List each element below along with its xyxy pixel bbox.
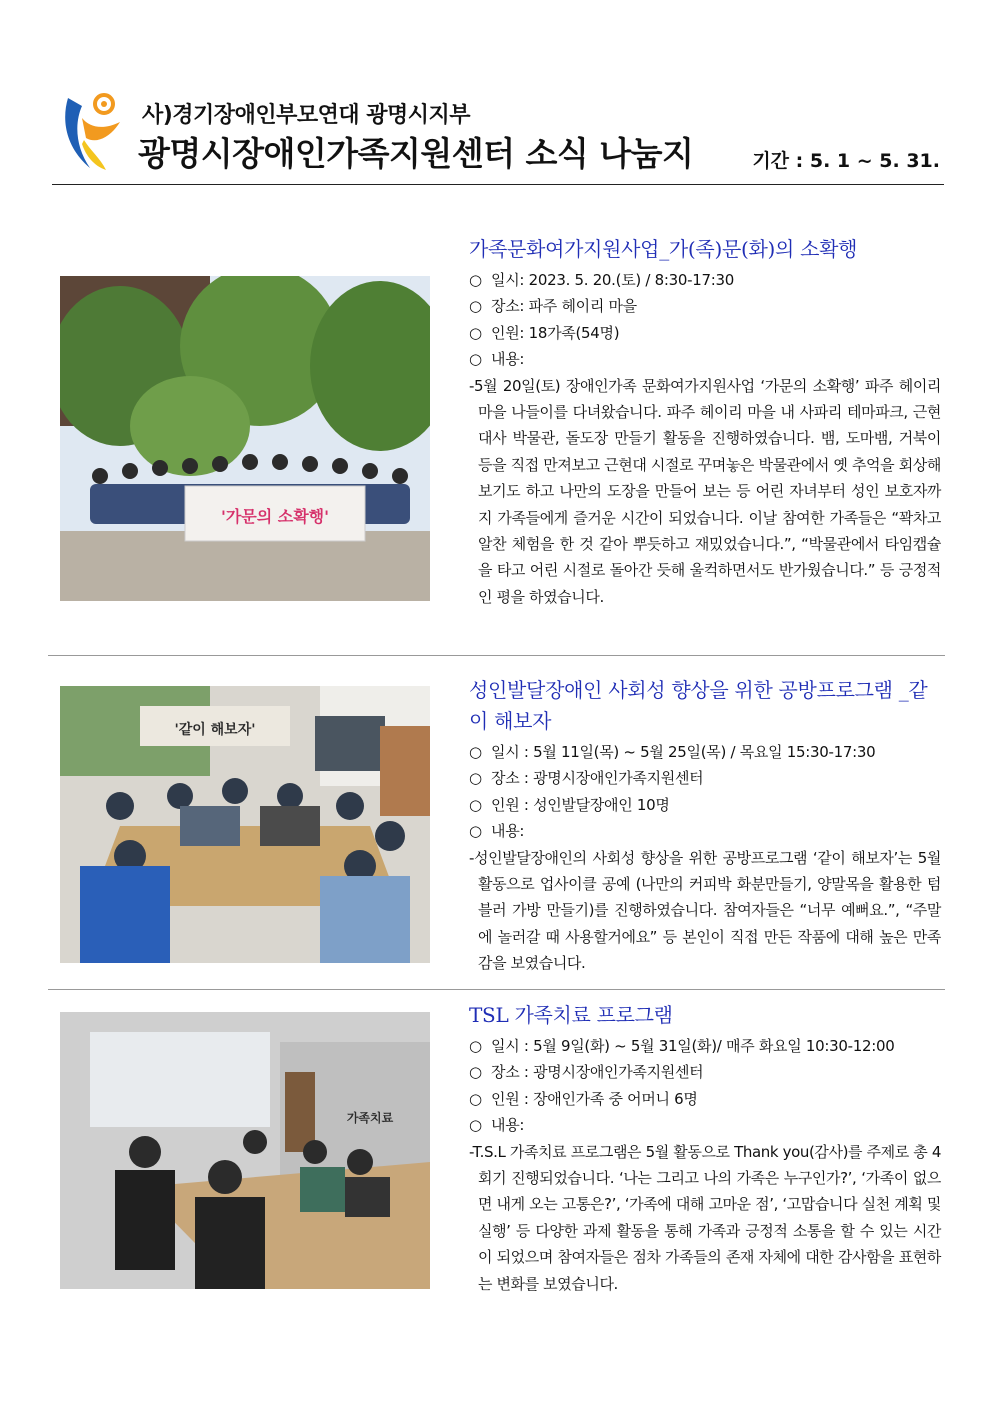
- info-date: ○ 일시 : 5월 9일(화) ~ 5월 31일(화)/ 매주 화요일 10:30-12:00: [469, 1037, 895, 1055]
- photo-workshop: [60, 686, 430, 963]
- info-content-label: ○ 내용:: [469, 822, 525, 841]
- photo-tsl: [60, 1012, 430, 1289]
- section-family-culture: [48, 234, 945, 644]
- section-body: -성인발달장애인의 사회성 향상을 위한 공방프로그램 ‘같이 해보자’는 5월 활동으로 업사이클 공예 (나만의 커피박 화분만들기, 양말목을 활용한 텀블러 가방 만들기)를 진행하였습니다. 참여자들은 “너무 예뻐요.”, “주말에 놀러갈 때 사용할거에요” 등 본인이 직접 만든 작품에 대해 높은 만족감을 보였습니다.: [469, 848, 941, 973]
- section-divider: [48, 655, 945, 656]
- newsletter-period: 기간 : 5. 1 ~ 5. 31.: [752, 150, 940, 172]
- photo-heyri-group: [60, 276, 430, 601]
- org-logo-icon: [60, 88, 124, 172]
- info-date: ○ 일시 : 5월 11일(목) ~ 5월 25일(목) / 목요일 15:30-17:30: [469, 743, 876, 761]
- info-people: ○ 인원 : 장애인가족 중 어머니 6명: [469, 1089, 698, 1108]
- info-place: ○ 장소 : 광명시장애인가족지원센터: [469, 769, 704, 788]
- info-date: ○ 일시: 2023. 5. 20.(토) / 8:30-17:30: [469, 271, 734, 289]
- section-text: [469, 234, 941, 610]
- info-content-label: ○ 내용:: [469, 350, 525, 369]
- org-name: 사)경기장애인부모연대 광명시지부: [142, 103, 470, 128]
- info-place: ○ 장소: 파주 헤이리 마을: [469, 297, 637, 316]
- photo-banner-text: '가문의 소확행': [220, 507, 330, 526]
- info-people: ○ 인원: 18가족(54명): [469, 323, 620, 342]
- info-people: ○ 인원 : 성인발달장애인 10명: [469, 795, 670, 814]
- section-title: 성인발달장애인 사회성 향상을 위한 공방프로그램 _같이 해보자: [469, 678, 928, 733]
- section-tsl: [48, 1000, 945, 1305]
- newsletter-title: 광명시장애인가족지원센터 소식 나눔지: [138, 134, 694, 173]
- section-body: -5월 20일(토) 장애인가족 문화여가지원사업 ‘가문의 소확행’ 파주 헤이리 마을 나들이를 다녀왔습니다. 파주 헤이리 마을 내 사파리 테마파크, 근현대사 박물관, 돌도장 만들기 활동을 진행하였습니다. 뱀, 도마뱀, 거북이 등을 직접 만져보고 근현대 시절로 꾸며놓은 박물관에서 옛 추억을 회상해보기도 하고 나만의 도장을 만들어 보는 등 어린 자녀부터 성인 보호자까지 가족들에게 즐거운 시간이 되었습니다. 이날 참여한 가족들은 “꽉차고 알찬 체험을 한 것 같아 뿌듯하고 재밌었습니다.”, “박물관에서 타임캡슐을 타고 어린 시절로 돌아간 듯해 울컥하면서도 반가웠습니다.” 등 긍정적인 평을 하였습니다.: [469, 376, 941, 606]
- section-workshop: [48, 675, 945, 980]
- section-text: [469, 1000, 941, 1297]
- info-content-label: ○ 내용:: [469, 1116, 525, 1135]
- info-place: ○ 장소 : 광명시장애인가족지원센터: [469, 1063, 704, 1082]
- photo-banner-text: '같이 해보자': [174, 722, 256, 738]
- section-text: [469, 675, 941, 977]
- section-title: TSL 가족치료 프로그램: [469, 1003, 673, 1027]
- section-body: -T.S.L 가족치료 프로그램은 5월 활동으로 Thank you(감사)를 주제로 총 4회기 진행되었습니다. ‘나는 그리고 나의 가족은 누구인가?’, ‘가족이 없으면 내게 오는 고통은?’, ‘가족에 대해 고마운 점’, ‘고맙습니다 실천 계획 및 실행’ 등 다양한 과제 활동을 통해 가족과 긍정적 소통을 할 수 있는 시간이 되었으며 참여자들은 점차 가족들의 존재 자체에 대한 감사함을 표현하는 변화를 보였습니다.: [469, 1142, 941, 1293]
- photo-banner-text: 가족치료: [346, 1111, 394, 1125]
- section-divider: [48, 989, 945, 990]
- section-title: 가족문화여가지원사업_가(족)문(화)의 소확행: [469, 237, 858, 261]
- header-divider: [52, 184, 944, 185]
